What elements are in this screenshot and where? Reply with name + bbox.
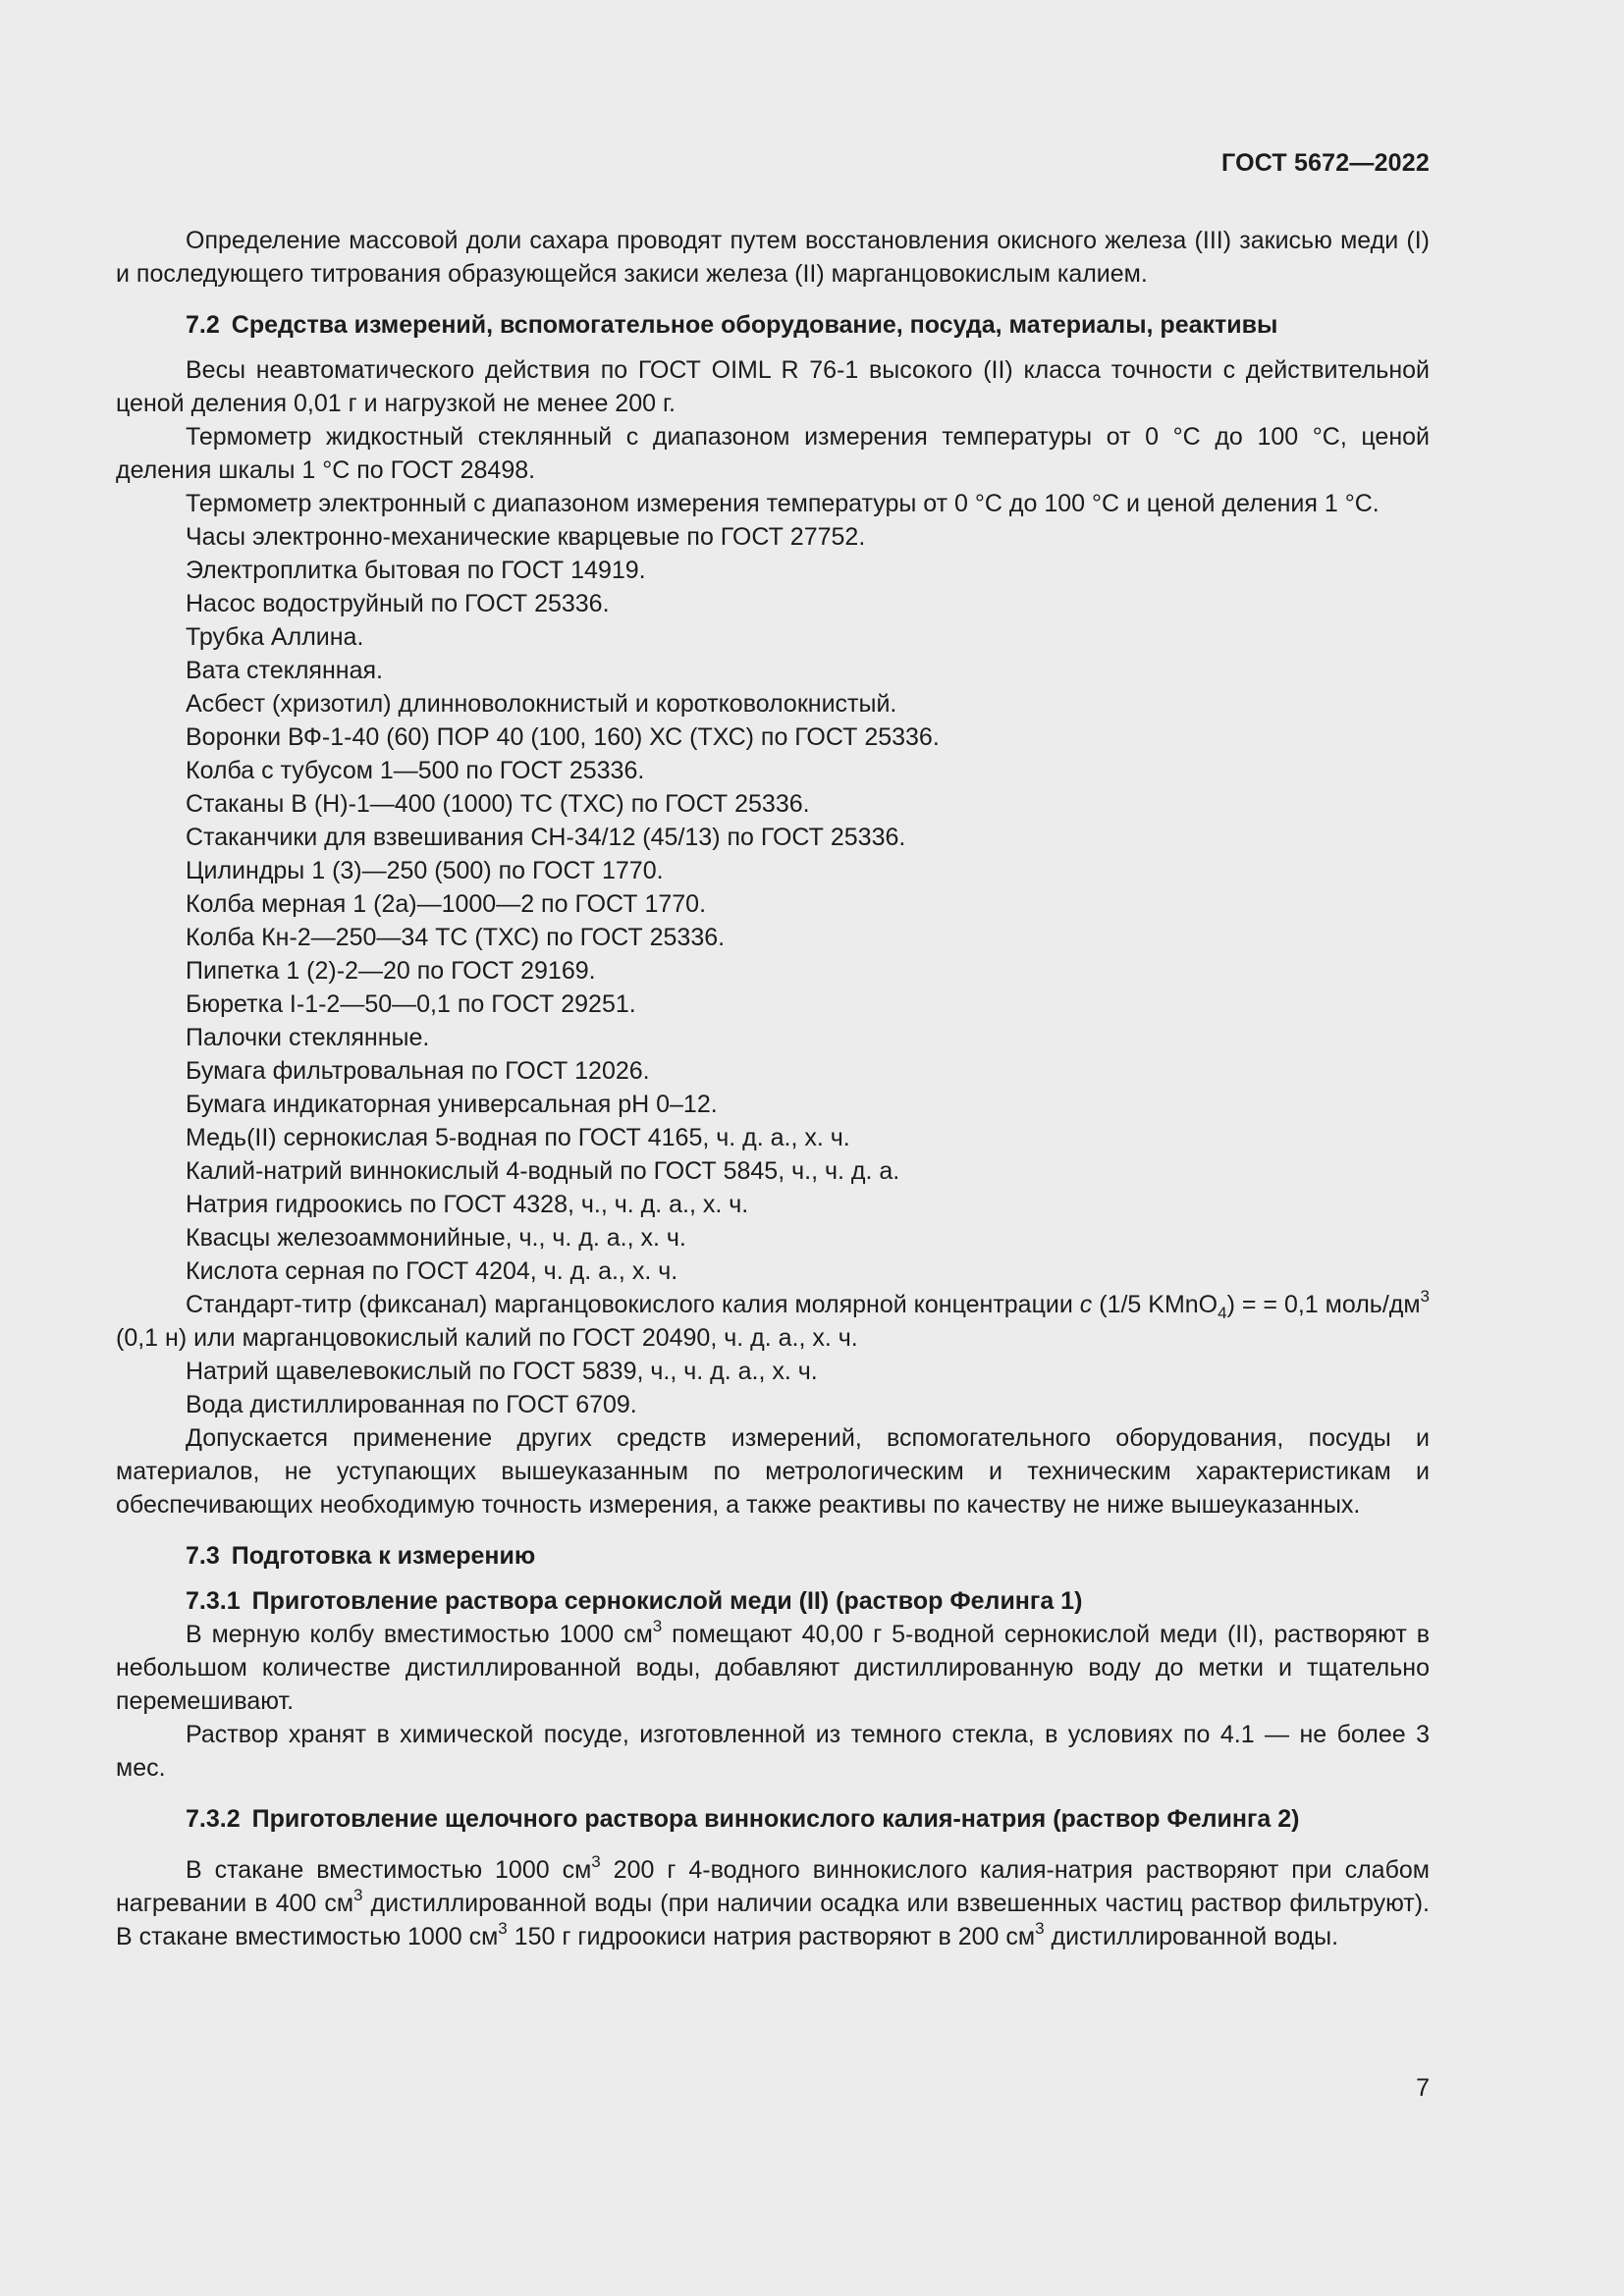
list-item: Колба мерная 1 (2а)—1000—2 по ГОСТ 1770. [186,890,707,918]
list-item: Кислота серная по ГОСТ 4204, ч. д. а., х. ч. [186,1257,678,1285]
list-item: Колба Кн-2—250—34 ТС (ТХС) по ГОСТ 25336. [186,924,726,951]
list-item: Вата стеклянная. [186,657,383,684]
list-item: Квасцы железоаммонийные, ч., ч. д. а., х. ч. [186,1224,686,1252]
list-item: Стаканчики для взвешивания СН-34/12 (45/13) по ГОСТ 25336. [186,824,906,851]
list-item: Калий-натрий виннокислый 4-водный по ГОСТ 5845, ч., ч. д. а. [186,1157,900,1185]
list-item: Бюретка I-1-2—50—0,1 по ГОСТ 29251. [186,990,636,1018]
equipment-list [116,520,1430,1288]
list-item: Воронки ВФ-1-40 (60) ПОР 40 (100, 160) ХС (ТХС) по ГОСТ 25336. [186,723,940,751]
list-item: Насос водоструйный по ГОСТ 25336. [186,590,610,617]
list-item: Трубка Аллина. [186,623,364,651]
section-7-2-heading: 7.2 Средства измерений, вспомогательное оборудование, посуда, материалы, реактивы [186,311,1278,339]
list-item: Асбест (хризотил) длинноволокнистый и коротковолокнистый. [186,690,897,718]
scales-paragraph: Весы неавтоматического действия по ГОСТ OIML R 76-1 высокого (II) класса точности с действительной ценой деления 0,01 г и нагрузкой не менее 200 г. [116,356,1430,417]
section-7-3-heading: 7.3 Подготовка к измерению [186,1542,536,1570]
list-item: Цилиндры 1 (3)—250 (500) по ГОСТ 1770. [186,857,664,884]
intro-paragraph: Определение массовой доли сахара проводят путем восстановления окисного железа (III) закисью меди (I) и последующего титрования образующейся закиси железа (II) марганцовокислым калием. [116,227,1430,288]
allowance-paragraph: Допускается применение других средств измерений, вспомогательного оборудования, посуды и материалов, не уступающих вышеуказанным по метрологическим и техническим характеристикам и обеспечивающих необходимую точность измерения, а также реактивы по качеству не ниже вышеуказанных. [116,1424,1430,1519]
list-item: Стаканы В (Н)-1—400 (1000) ТС (ТХС) по ГОСТ 25336. [186,790,810,818]
list-item: Палочки стеклянные. [186,1024,430,1051]
list-item: Бумага фильтровальная по ГОСТ 12026. [186,1057,650,1085]
fehling-1-paragraph: В мерную колбу вместимостью 1000 $см^3$ помещают 40,00 г 5-водной сернокислой меди (II), растворяют в небольшом количестве дистиллированной воды, добавляют дистиллированную воду до метки и тщательно перемешивают. [116,1617,1430,1715]
page-body [116,224,1430,1953]
list-item: Вода дистиллированная по ГОСТ 6709. [186,1391,637,1418]
list-item: Бумага индикаторная универсальная pH 0–12. [186,1091,718,1118]
list-item: Натрий щавелевокислый по ГОСТ 5839, ч., ч. д. а., х. ч. [186,1358,818,1385]
list-item: Часы электронно-механические кварцевые по ГОСТ 27752. [186,523,866,551]
liquid-thermometer-paragraph: Термометр жидкостный стеклянный с диапазоном измерения температуры от 0 °С до 100 °С, ценой деления шкалы 1 °С по ГОСТ 28498. [116,423,1430,484]
page-number: 7 [1416,2074,1430,2102]
storage-paragraph: Раствор хранят в химической посуде, изготовленной из темного стекла, в условиях по 4.1 — не более 3 мес. [116,1721,1430,1782]
list-item: Электроплитка бытовая по ГОСТ 14919. [186,557,646,584]
electronic-thermometer-paragraph: Термометр электронный с диапазоном измерения температуры от 0 °С до 100 °С и ценой деления 1 °С. [186,490,1380,517]
document-header: ГОСТ 5672—2022 [1221,149,1430,177]
list-item: Пипетка 1 (2)-2—20 по ГОСТ 29169. [186,957,596,985]
standard-titre-paragraph: Стандарт-титр (фиксанал) марганцовокислого калия молярной концентрации c (1/5 KMnO$_4$) = = 0,1 моль/$дм^3$ (0,1 н) или марганцовокислый калий по ГОСТ 20490, ч. д. а., х. ч. [116,1287,1431,1352]
list-item: Натрия гидроокись по ГОСТ 4328, ч., ч. д. а., х. ч. [186,1191,749,1218]
list-item: Медь(II) сернокислая 5-водная по ГОСТ 4165, ч. д. а., х. ч. [186,1124,850,1151]
section-7-3-1-heading: 7.3.1 Приготовление раствора сернокислой меди (II) (раствор Фелинга 1) [186,1587,1083,1615]
fehling-2-paragraph: В стакане вместимостью 1000 $см^3$ 200 г 4-водного виннокислого калия-натрия растворяют при слабом нагревании в 400 $см^3$ дистиллированной воды (при наличии осадка или взвешенных частиц раствор фильтруют). В стакане вместимостью 1000 $см^3$ 150 г гидроокиси натрия растворяют в 200 $см^3$ дистиллированной воды. [116,1852,1431,1950]
list-item: Колба с тубусом 1—500 по ГОСТ 25336. [186,757,645,784]
section-7-3-2-heading: 7.3.2 Приготовление щелочного раствора виннокислого калия-натрия (раствор Фелинга 2) [186,1805,1300,1833]
